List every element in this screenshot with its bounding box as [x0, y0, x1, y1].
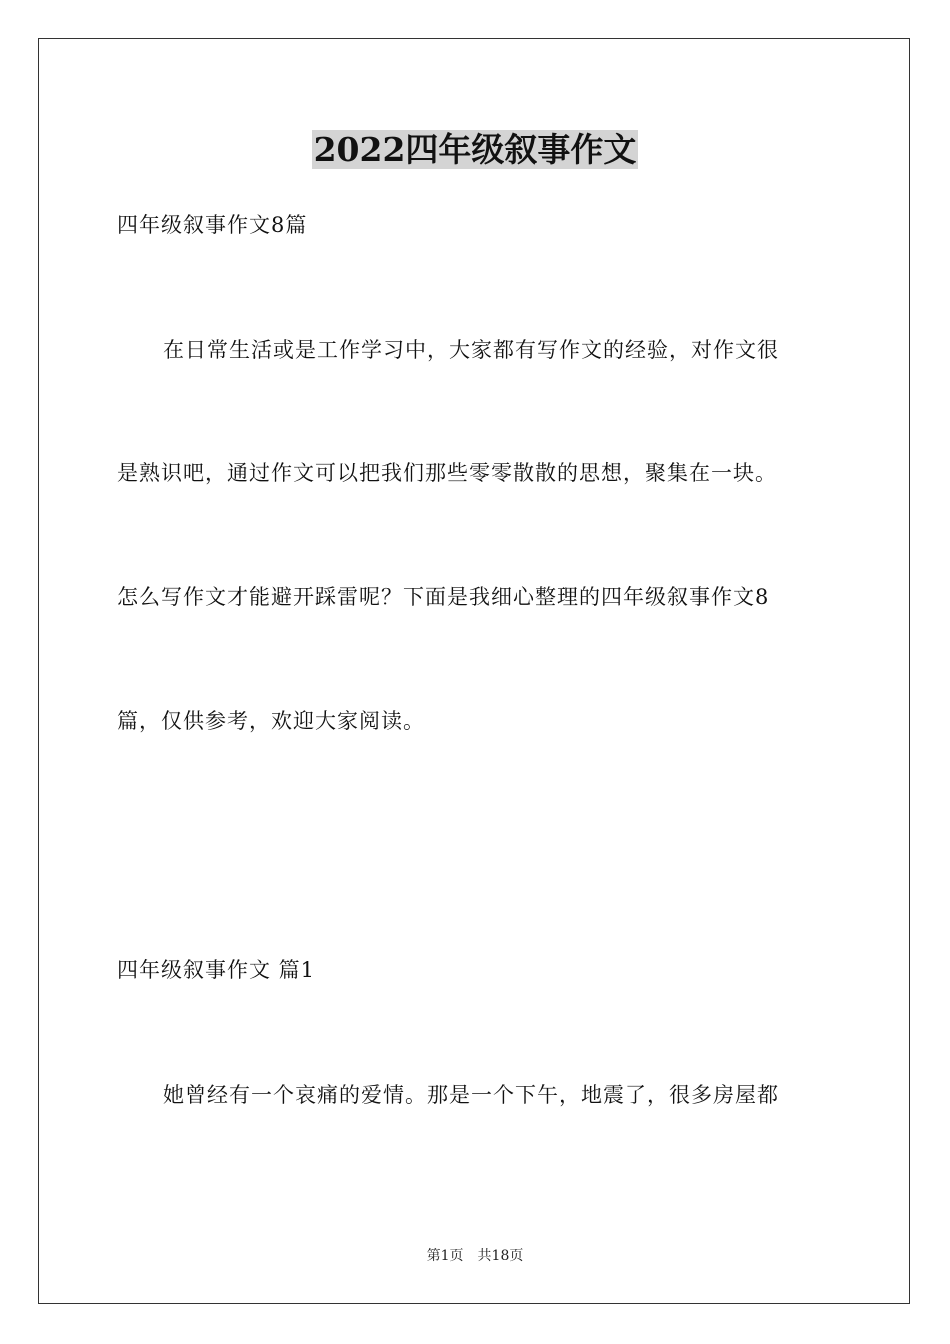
section-line-1: 她曾经有一个哀痛的爱情。那是一个下午，地震了，很多房屋都 [163, 1083, 779, 1107]
section-heading: 四年级叙事作文 篇1 [117, 958, 316, 982]
page-footer [0, 1246, 950, 1266]
intro-line-4: 篇，仅供参考，欢迎大家阅读。 [117, 709, 425, 733]
page-total: 共18页 [477, 1248, 524, 1264]
intro-line-1: 在日常生活或是工作学习中，大家都有写作文的经验，对作文很 [163, 338, 779, 362]
document-subtitle: 四年级叙事作文8篇 [117, 213, 308, 237]
document-title-text: 2022四年级叙事作文 [313, 130, 637, 169]
intro-line-3: 怎么写作文才能避开踩雷呢？下面是我细心整理的四年级叙事作文8 [117, 585, 770, 609]
page-number: 第1页 [426, 1248, 464, 1264]
document-title [0, 128, 950, 172]
intro-line-2: 是熟识吧，通过作文可以把我们那些零零散散的思想，聚集在一块。 [117, 461, 777, 485]
